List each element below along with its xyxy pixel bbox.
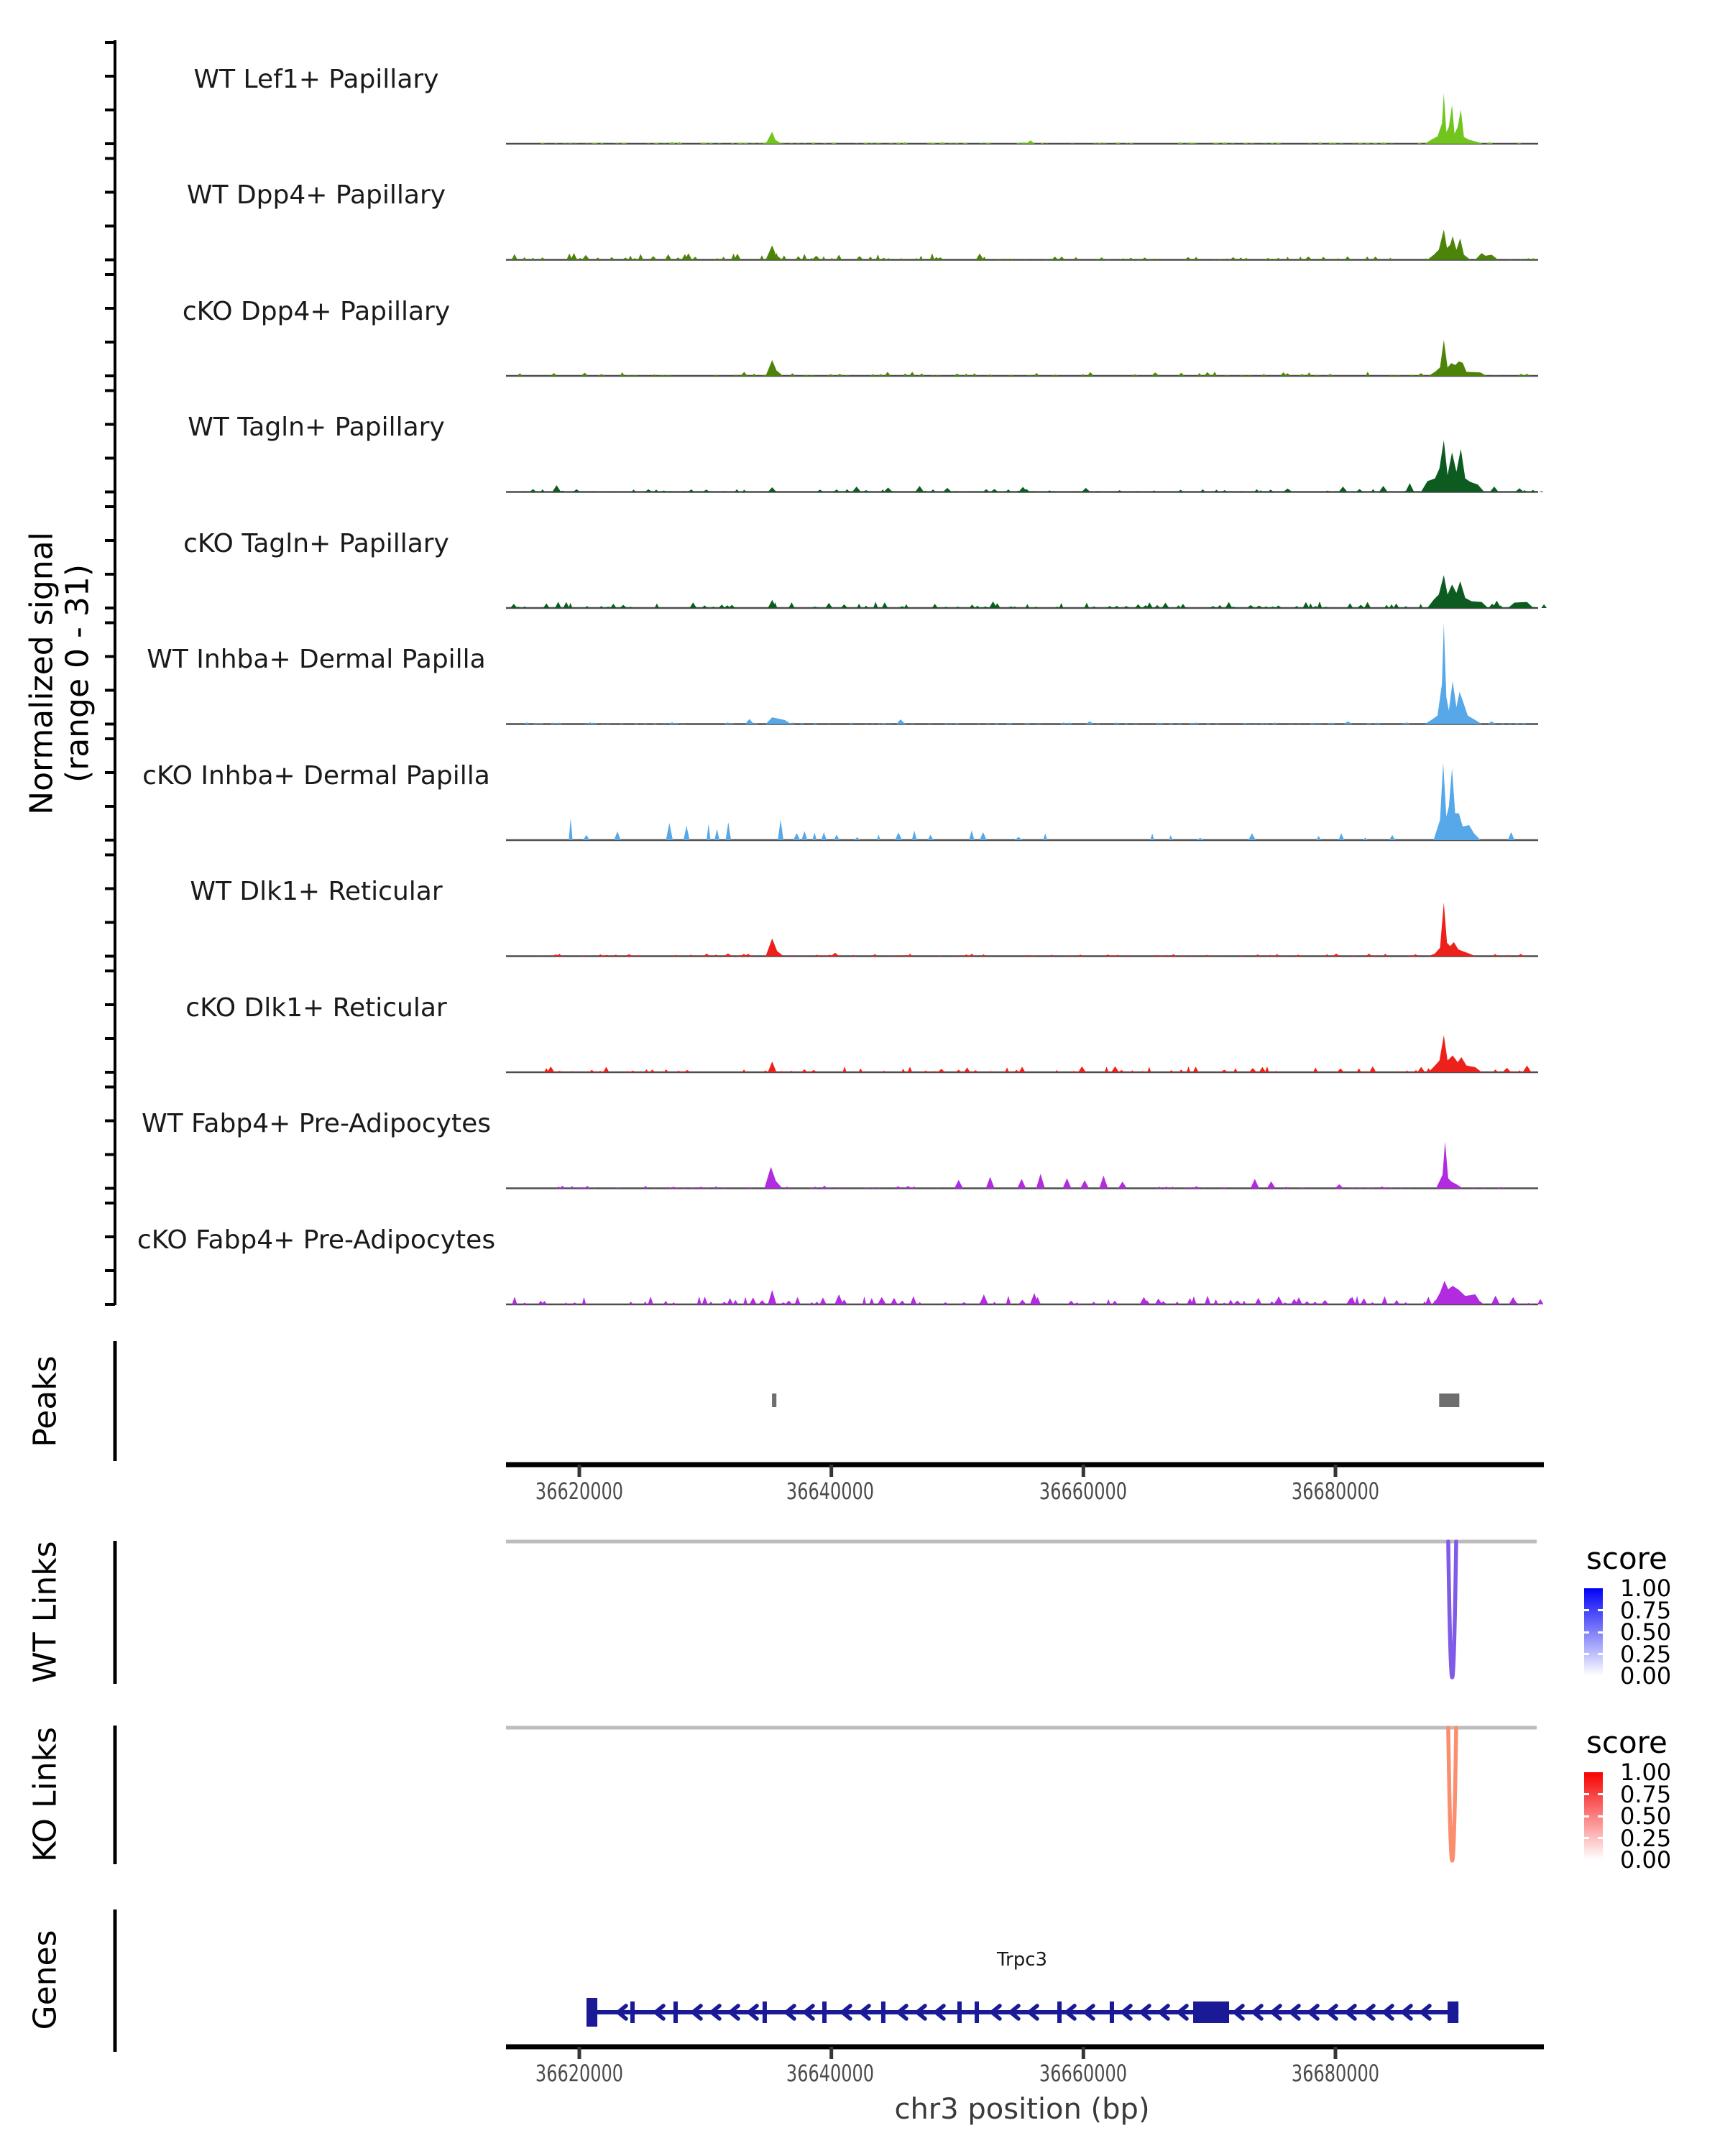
track-label-cko-dlk1: cKO Dlk1+ Reticular — [185, 993, 447, 1023]
wt-link-loop — [1448, 1542, 1456, 1677]
track-signal-8 — [544, 1036, 1532, 1073]
wt-score-colorbar — [1584, 1588, 1603, 1676]
track-label-cko-fabp4: cKO Fabp4+ Pre-Adipocytes — [137, 1225, 496, 1255]
axis1-tick-36680000: 36680000 — [1291, 1478, 1380, 1505]
section-label-wt-links: WT Links — [27, 1541, 64, 1683]
gene-exon — [881, 2001, 886, 2023]
gene-exon — [1110, 2001, 1114, 2023]
peak-box — [772, 1393, 776, 1407]
wt-score-label-100: 1.00 — [1620, 1575, 1672, 1602]
wt-score-legend-title: score — [1586, 1541, 1668, 1576]
ko-link-loop — [1448, 1728, 1456, 1861]
gene-exon — [1193, 2001, 1229, 2023]
section-label-peaks: Peaks — [27, 1355, 64, 1447]
axis1-tick-36640000: 36640000 — [786, 1478, 875, 1505]
gene-exon — [957, 2001, 962, 2023]
track-signal-6 — [569, 763, 1514, 840]
ko-score-label-025: 0.25 — [1620, 1825, 1672, 1852]
axis1-tick-36620000: 36620000 — [535, 1478, 624, 1505]
gene-exon — [1057, 2001, 1062, 2023]
track-signal-5 — [525, 623, 1527, 724]
section-label-genes: Genes — [27, 1930, 64, 2030]
axis2-tick-36620000: 36620000 — [535, 2060, 624, 2087]
ko-score-colorbar — [1584, 1772, 1603, 1860]
wt-score-label-000: 0.00 — [1620, 1662, 1672, 1690]
track-signal-10 — [512, 1281, 1543, 1304]
gene-exon — [673, 2001, 678, 2023]
wt-score-label-050: 0.50 — [1620, 1618, 1672, 1646]
track-label-wt-tagln: WT Tagln+ Papillary — [188, 413, 445, 442]
track-signal-7 — [535, 903, 1524, 957]
track-signal-3 — [521, 441, 1544, 492]
gene-exon — [630, 2001, 635, 2023]
track-signal-2 — [517, 340, 1530, 376]
gene-name-trpc3: Trpc3 — [996, 1949, 1048, 1971]
track-signal-4 — [510, 575, 1547, 608]
gene-exon — [822, 2001, 827, 2023]
gene-exon — [1448, 2001, 1458, 2023]
peak-box — [1439, 1393, 1459, 1407]
ko-score-label-000: 0.00 — [1620, 1846, 1672, 1874]
axis2-tick-36640000: 36640000 — [786, 2060, 875, 2087]
track-label-wt-fabp4: WT Fabp4+ Pre-Adipocytes — [142, 1109, 491, 1138]
track-label-wt-inhba: WT Inhba+ Dermal Papilla — [147, 645, 486, 674]
track-label-wt-dlk1: WT Dlk1+ Reticular — [190, 877, 443, 906]
gene-exon — [763, 2001, 767, 2023]
ko-score-label-075: 0.75 — [1620, 1781, 1672, 1808]
axis1-tick-36660000: 36660000 — [1039, 1478, 1128, 1505]
track-signal-1 — [512, 229, 1537, 259]
y-axis-label-line1: Normalized signal — [23, 532, 60, 815]
gene-exon — [586, 1998, 597, 2027]
ko-score-label-100: 1.00 — [1620, 1759, 1672, 1786]
track-label-cko-dpp4: cKO Dpp4+ Papillary — [182, 297, 451, 326]
wt-score-label-075: 0.75 — [1620, 1597, 1672, 1624]
track-signal-9 — [556, 1142, 1505, 1189]
y-axis-label-line2: (range 0 - 31) — [59, 563, 96, 783]
track-signal-0 — [540, 93, 1522, 144]
ko-score-label-050: 0.50 — [1620, 1802, 1672, 1830]
track-label-cko-inhba: cKO Inhba+ Dermal Papilla — [142, 761, 490, 791]
track-label-cko-tagln: cKO Tagln+ Papillary — [183, 529, 449, 558]
section-label-ko-links: KO Links — [27, 1726, 64, 1863]
axis2-tick-36660000: 36660000 — [1039, 2060, 1128, 2087]
track-label-wt-dpp4: WT Dpp4+ Papillary — [186, 180, 446, 210]
ko-score-legend-title: score — [1586, 1725, 1668, 1760]
wt-score-label-025: 0.25 — [1620, 1641, 1672, 1668]
track-label-wt-lef1: WT Lef1+ Papillary — [193, 65, 439, 94]
axis2-tick-36680000: 36680000 — [1291, 2060, 1380, 2087]
gene-exon — [975, 2001, 979, 2023]
x-axis-title: chr3 position (bp) — [894, 2093, 1150, 2126]
